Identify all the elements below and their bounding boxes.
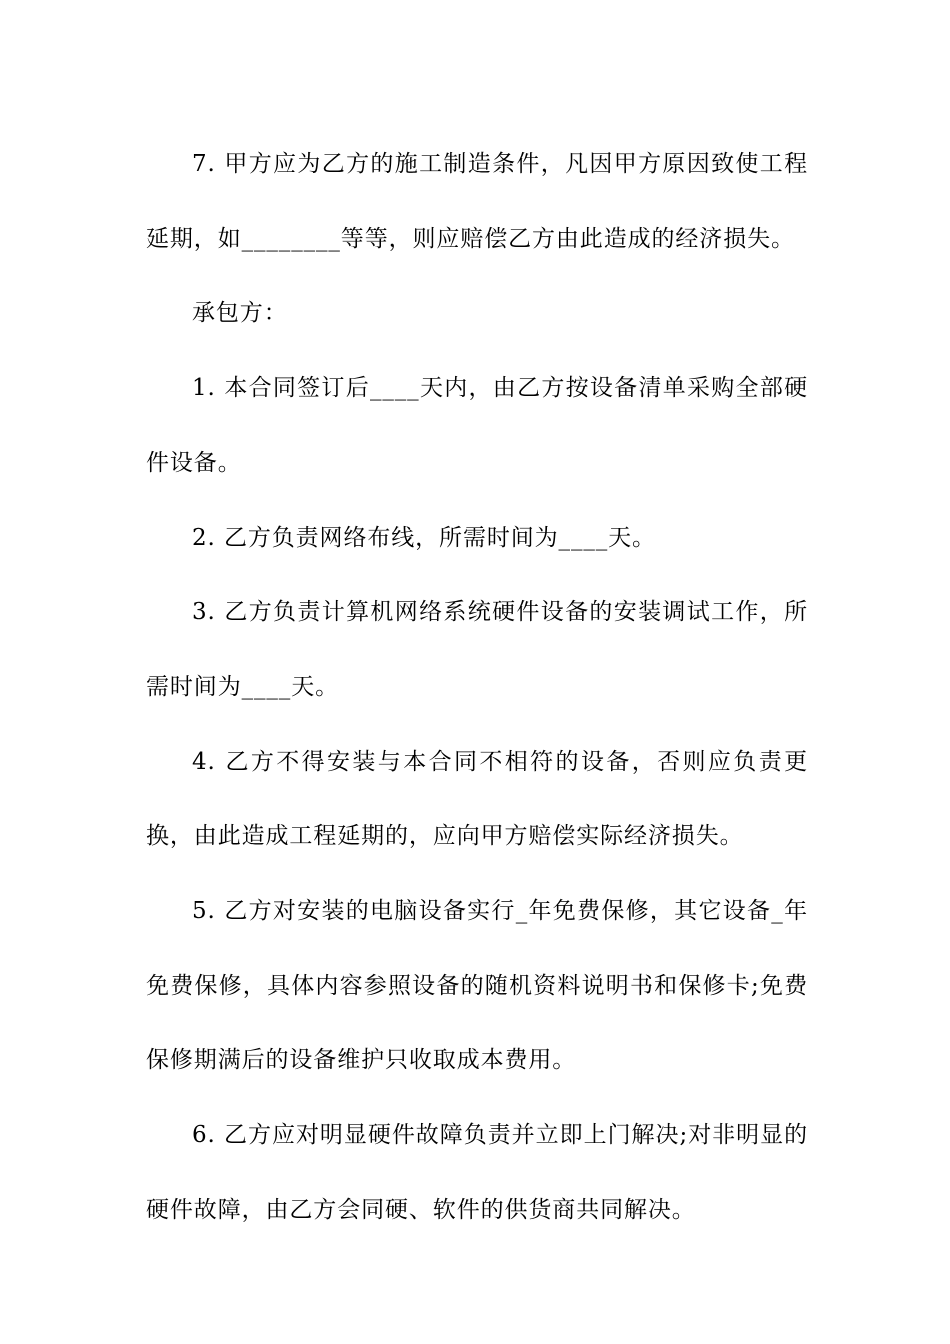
- clause-4-paragraph: 4. 乙方不得安装与本合同不相符的设备，否则应负责更换，由此造成工程延期的，应向甲方赔偿实际经济损失。: [146, 748, 808, 850]
- contractor-heading: 承包方：: [192, 300, 288, 327]
- clause-7-paragraph: 7. 甲方应为乙方的施工制造条件，凡因甲方原因致使工程延期，如________等等，则应赔偿乙方由此造成的经济损失。: [146, 151, 808, 252]
- document-body: [146, 127, 808, 1248]
- clause-2-paragraph: 2. 乙方负责网络布线，所需时间为____天。: [192, 524, 656, 551]
- clause-3-paragraph: 3. 乙方负责计算机网络系统硬件设备的安装调试工作，所需时间为____天。: [146, 599, 808, 700]
- clause-5-paragraph: 5. 乙方对安装的电脑设备实行_年免费保修，其它设备_年免费保修，具体内容参照设备的随机资料说明书和保修卡;免费保修期满后的设备维护只收取成本费用。: [146, 898, 808, 1074]
- clause-6-paragraph: 6. 乙方应对明显硬件故障负责并立即上门解决;对非明显的硬件故障，由乙方会同硬、软件的供货商共同解决。: [146, 1122, 808, 1223]
- clause-1-paragraph: 1. 本合同签订后____天内，由乙方按设备清单采购全部硬件设备。: [146, 375, 808, 476]
